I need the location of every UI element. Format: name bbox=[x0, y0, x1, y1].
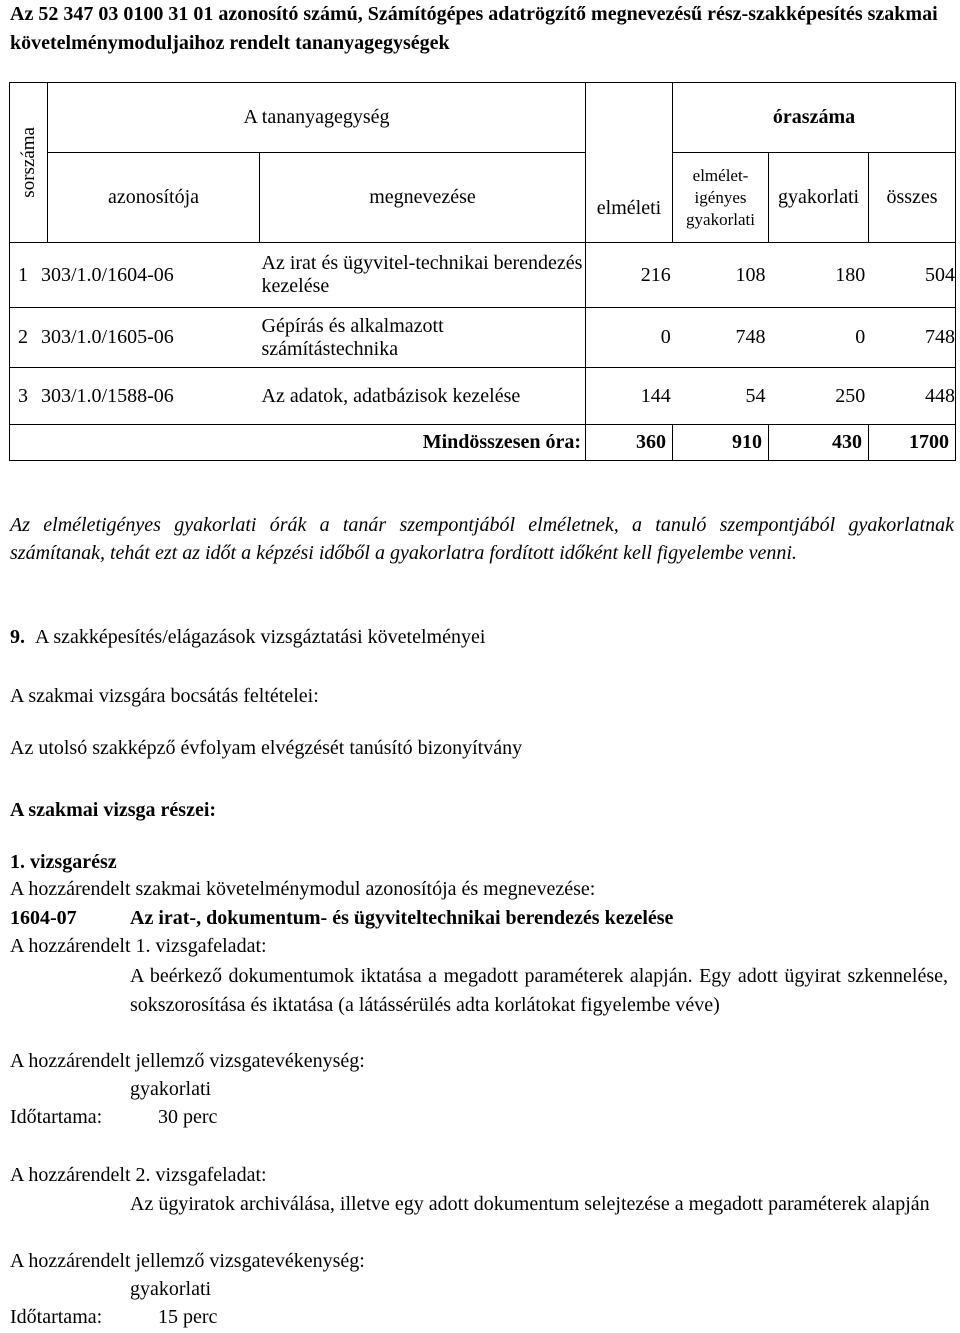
curriculum-table bbox=[9, 82, 956, 461]
admission-heading: A szakmai vizsgára bocsátás feltételei: bbox=[10, 685, 319, 707]
page-title: Az 52 347 03 0100 31 01 azonosító számú, Számítógépes adatrögzítő megnevezésű rész-szakképesítés szakmai követelménymoduljaihoz rendelt tananyagegységek bbox=[10, 3, 938, 54]
activity-label: A hozzárendelt jellemző vizsgatevékenység: bbox=[10, 1250, 365, 1272]
activity-label: A hozzárendelt jellemző vizsgatevékenység: bbox=[10, 1050, 365, 1072]
duration-label: Időtartama: bbox=[10, 1106, 103, 1128]
header-osszes: összes bbox=[869, 153, 956, 243]
activity-value: gyakorlati bbox=[130, 1078, 212, 1100]
part1-title: 1. vizsgarész bbox=[10, 851, 117, 873]
header-oraszama: óraszáma bbox=[673, 83, 956, 153]
admission-text: Az utolsó szakképző évfolyam elvégzését tanúsító bizonyítvány bbox=[10, 737, 523, 759]
task1-label: A hozzárendelt 1. vizsgafeladat: bbox=[10, 935, 267, 957]
duration-label: Időtartama: bbox=[10, 1306, 103, 1328]
module-label: A hozzárendelt szakmai követelménymodul azonosítója és megnevezése: bbox=[10, 878, 596, 900]
duration-value: 15 perc bbox=[158, 1306, 218, 1328]
activity-value: gyakorlati bbox=[130, 1278, 212, 1300]
task1-text: A beérkező dokumentumok iktatása a megadott paraméterek alapján. Egy adott ügyirat szkennelése, sokszorosítása és iktatása (a látássérülés adta korlátokat figyelembe véve) bbox=[130, 965, 948, 1016]
header-azonositoja: azonosítója bbox=[48, 153, 260, 243]
table-row: 1 303/1.0/1604-06 Az irat és ügyvitel-technikai berendezés kezelése 216 108 180 504 bbox=[10, 243, 956, 308]
header-elmeletigenyes: elmélet-igényes gyakorlati bbox=[673, 153, 769, 243]
duration-value: 30 perc bbox=[158, 1106, 218, 1128]
task2-text: Az ügyiratok archiválása, illetve egy adott dokumentum selejtezése a megadott paraméterek alapján bbox=[130, 1193, 930, 1215]
header-megnevezese: megnevezése bbox=[260, 153, 586, 243]
module-id: 1604-07 bbox=[10, 907, 77, 929]
header-gyakorlati: gyakorlati bbox=[769, 153, 869, 243]
note-paragraph: Az elméletigényes gyakorlati órák a tanár szempontjából elméletnek, a tanuló szempontjából gyakorlatnak számítanak, tehát ezt az időt a képzési időből a gyakorlatra fordított időként kell figyelembe venni. bbox=[10, 514, 954, 564]
parts-heading: A szakmai vizsga részei: bbox=[10, 799, 217, 821]
header-sorszama: sorszáma bbox=[10, 83, 48, 243]
total-row: Mindösszesen óra: 360 910 430 1700 bbox=[10, 425, 956, 461]
table-row: 3 303/1.0/1588-06 Az adatok, adatbázisok kezelése 144 54 250 448 bbox=[10, 368, 956, 425]
module-name: Az irat-, dokumentum- és ügyviteltechnikai berendezés kezelése bbox=[130, 907, 674, 929]
task2-label: A hozzárendelt 2. vizsgafeladat: bbox=[10, 1164, 267, 1186]
section-heading: 9. A szakképesítés/elágazások vizsgáztatási követelményei bbox=[10, 626, 486, 648]
table-row: 2 303/1.0/1605-06 Gépírás és alkalmazott számítástechnika 0 748 0 748 bbox=[10, 308, 956, 368]
header-tananyagegyseg: A tananyagegység bbox=[48, 83, 586, 153]
header-elmeleti: elméleti bbox=[586, 83, 673, 243]
